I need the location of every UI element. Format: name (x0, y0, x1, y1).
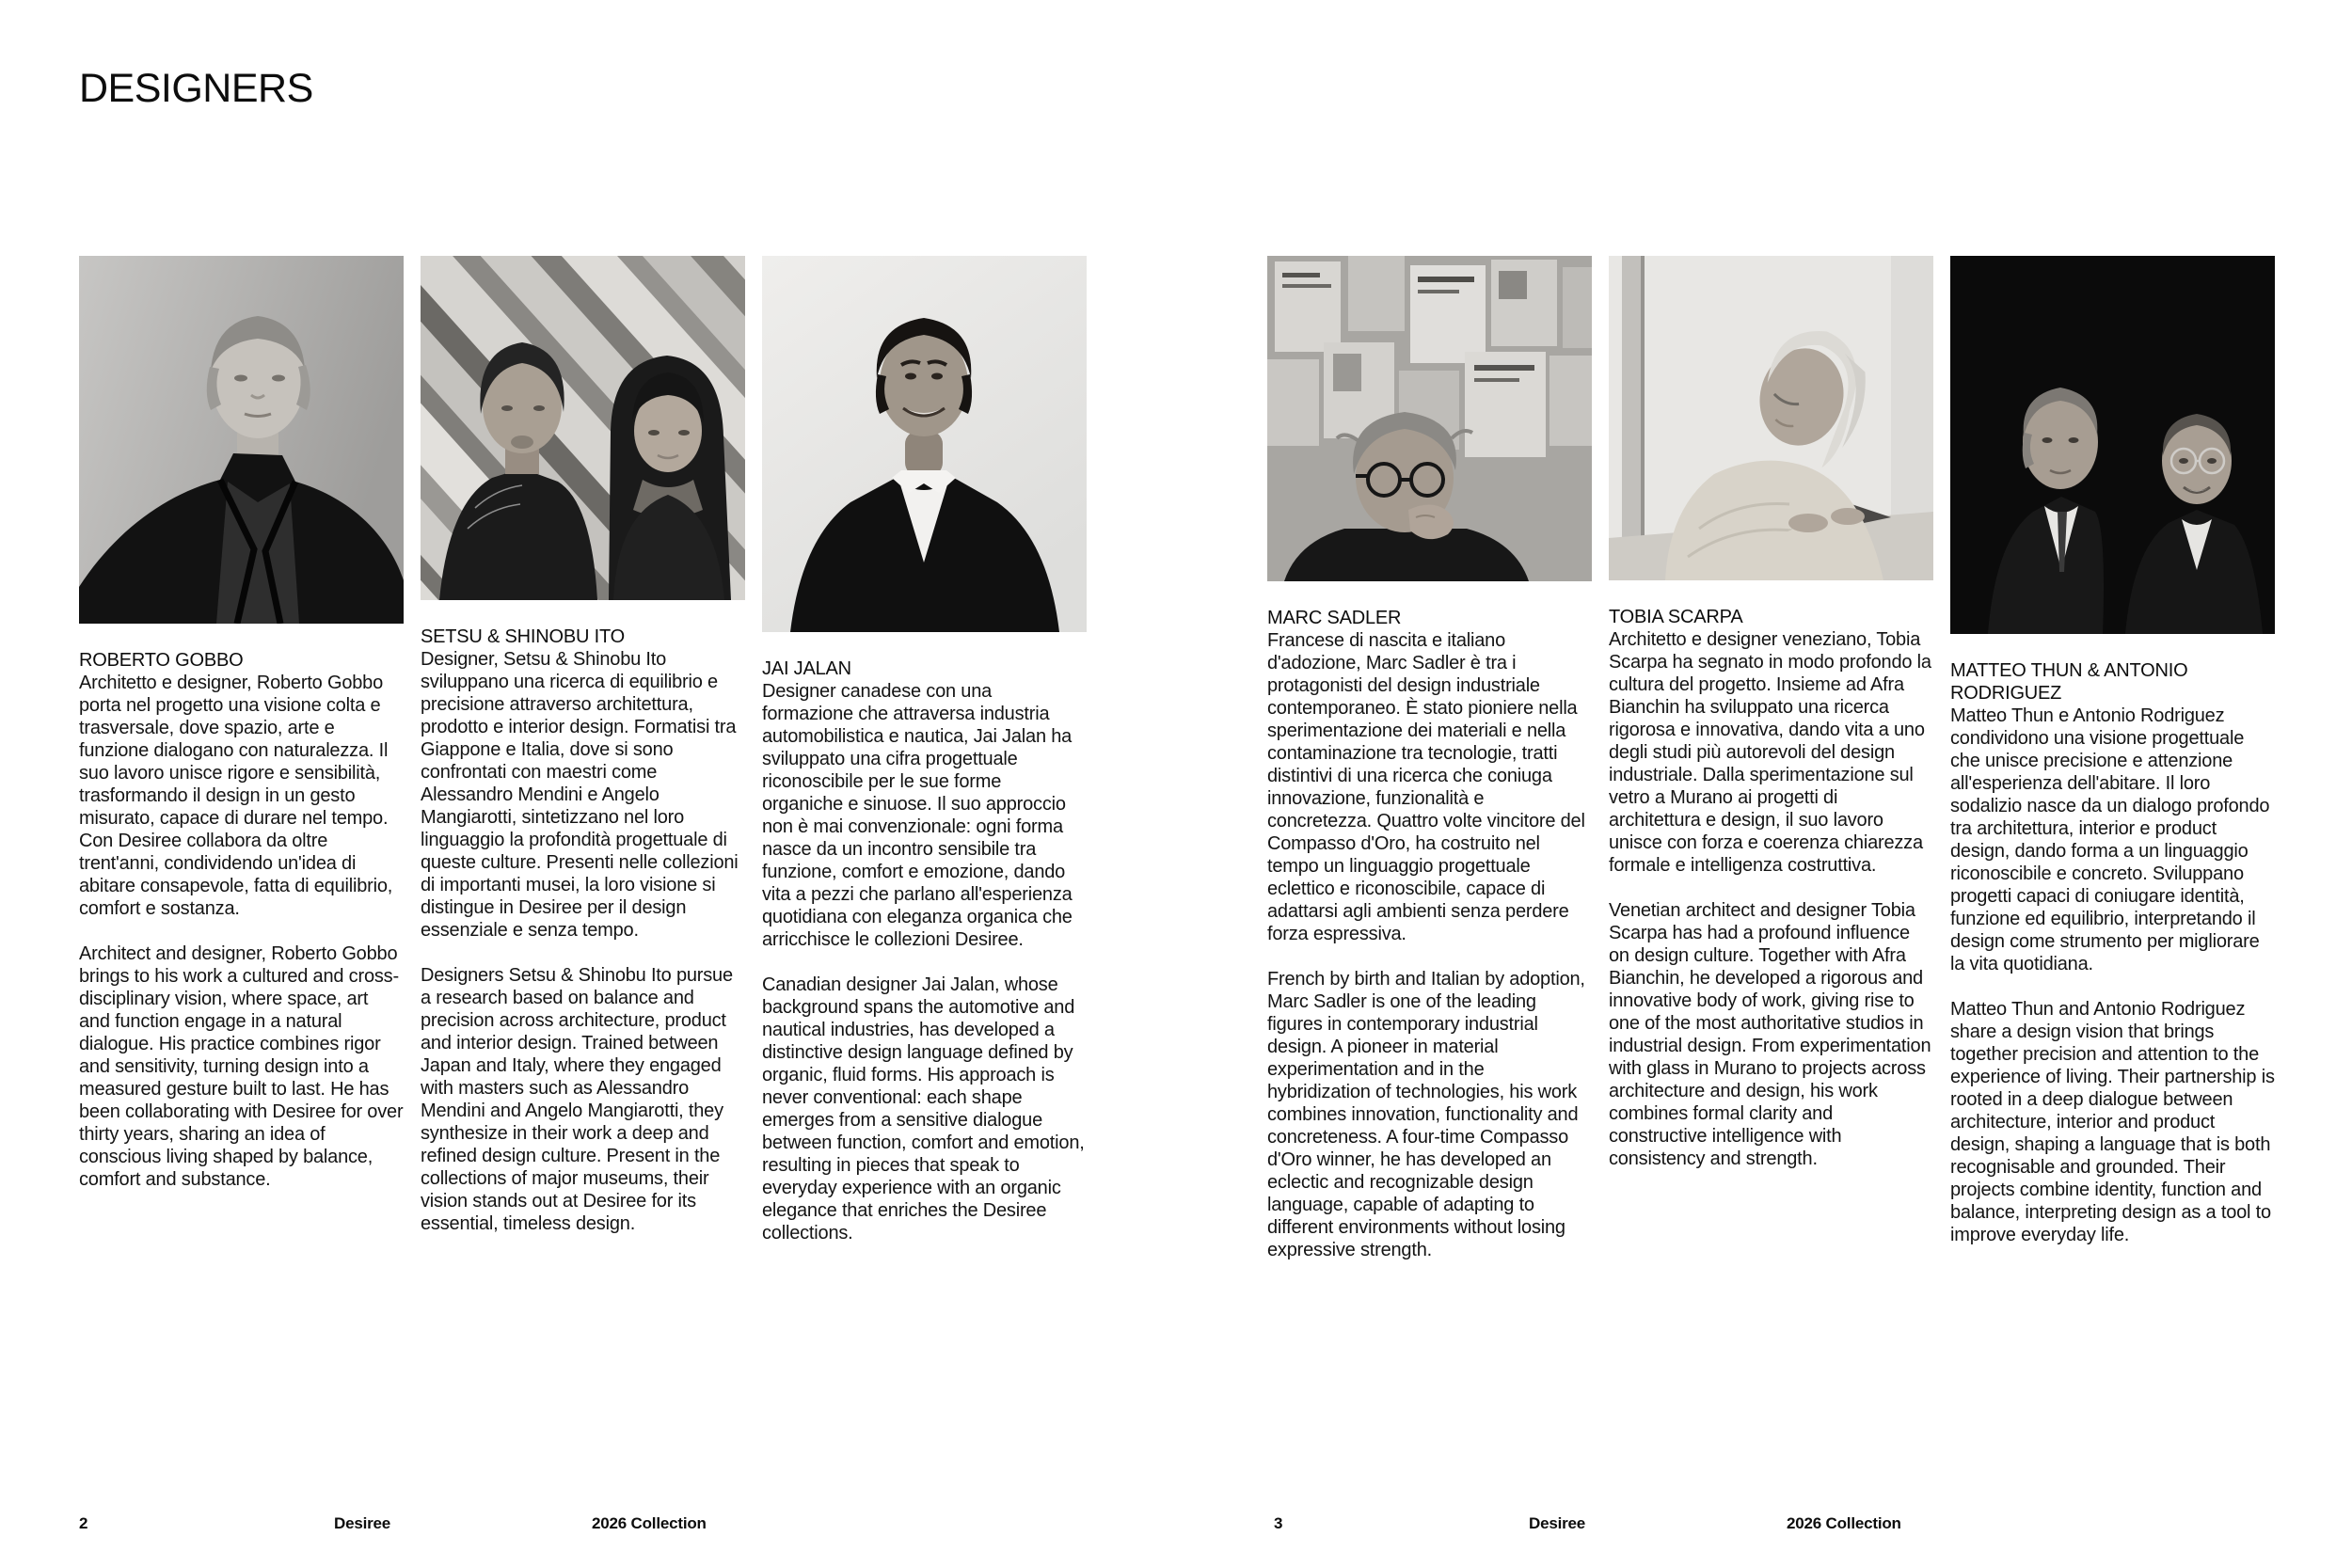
designer-name: ROBERTO GOBBO (79, 650, 244, 671)
bio-italian: Designer, Setsu & Shinobu Ito sviluppano una ricerca di equilibrio e precisione attraverso architettura, prodotto e interior design. Formatisi tra Giappone e Italia, dove si sono confrontati con maestri come Alessandro Mendini e Angelo Mangiarotti, sintetizzano nel loro linguaggio la profondità progettuale di queste culture. Presenti nelle collezioni di importanti musei, la loro visione si distingue in Desiree per il design essenziale e senza tempo. (421, 649, 739, 941)
photo-tobia-scarpa (1609, 256, 1933, 580)
bio-english: Matteo Thun and Antonio Rodriguez share a design vision that brings together precision and attention to the experience of living. Their partnership is rooted in a deep dialogue between architecture, interior and product design, shaping a language that is both recognisable and grounded. Their projects combine identity, function and balance, interpreting design as a tool to improve everyday life. (1950, 999, 2275, 1245)
bio-english: Canadian designer Jai Jalan, whose background spans the automotive and nautical industries, has developed a distinctive design language defined by organic, fluid forms. His approach is never conventional: each shape emerges from a sensitive dialogue between function, comfort and emotion, resulting in pieces that speak to everyday experience with an organic elegance that enriches the Desiree collections. (762, 974, 1085, 1243)
designer-name: TOBIA SCARPA (1609, 607, 1743, 627)
designer-name: MARC SADLER (1267, 608, 1402, 628)
photo-marc-sadler (1267, 256, 1592, 581)
designer-name: SETSU & SHINOBU ITO (421, 626, 625, 647)
bio-english: Architect and designer, Roberto Gobbo brings to his work a cultured and cross-disciplinary vision, where space, art and function engage in a natural dialogue. His practice combines rigor and sensitivity, turning design into a measured gesture built to last. He has been collaborating with Desiree for over thirty years, sharing an idea of conscious living shaped by balance, comfort and substance. (79, 943, 404, 1190)
designer-column-marc-sadler (1267, 256, 1592, 1261)
designer-column-matteo-thun-antonio-rodriguez (1950, 256, 2275, 1246)
designer-name: JAI JALAN (762, 658, 851, 679)
designer-column-setsu-shinobu-ito (421, 256, 745, 1235)
photo-jai-jalan (762, 256, 1087, 632)
bio-italian: Architetto e designer veneziano, Tobia Scarpa ha segnato in modo profondo la cultura del progetto. Insieme ad Afra Bianchin ha sviluppato una ricerca rigorosa e innovativa, dando vita a uno degli studi più autorevoli del design industriale. Dalla sperimentazione sul vetro a Murano ai progetti di architettura e design, il suo lavoro unisce con forza e coerenza chiarezza formale e intelligenza costruttiva. (1609, 629, 1931, 876)
page-number-right: 3 (1274, 1514, 1283, 1532)
bio-english: Designers Setsu & Shinobu Ito pursue a research based on balance and precision across architecture, product and interior design. Trained between Japan and Italy, where they engaged with masters such as Alessandro Mendini and Angelo Mangiarotti, they synthesize in their work a deep and refined design culture. Present in the collections of major museums, their vision stands out at Desiree for its essential, timeless design. (421, 965, 733, 1234)
bio-italian: Designer canadese con una formazione che attraversa industria automobilistica e nautica, Jai Jalan ha sviluppato una cifra progettuale riconoscibile per le sue forme organiche e sinuose. Il suo approccio non è mai convenzionale: ogni forma nasce da un incontro sensibile tra funzione, comfort e emozione, dando vita a pezzi che parlano all'esperienza quotidiana con eleganza organica che arricchisce le collezioni Desiree. (762, 681, 1073, 950)
page-number-left: 2 (79, 1514, 88, 1532)
brand-footer-left: Desiree (334, 1514, 391, 1532)
designer-name: MATTEO THUN & ANTONIO RODRIGUEZ (1950, 660, 2188, 704)
page-title: DESIGNERS (79, 66, 313, 111)
designer-column-tobia-scarpa (1609, 256, 1933, 1170)
bio-italian: Matteo Thun e Antonio Rodriguez condividono una visione progettuale che unisce precisione e attenzione all'esperienza dell'abitare. Il loro sodalizio nasce da un dialogo profondo tra architettura, interior e product design, dando forma a un linguaggio riconoscibile e concreto. Sviluppano progetti capaci di coniugare identità, funzione ed equilibrio, interpretando il design come strumento per migliorare la vita quotidiana. (1950, 705, 2270, 974)
bio-english: Venetian architect and designer Tobia Scarpa has had a profound influence on design culture. Together with Afra Bianchin, he developed a rigorous and innovative body of work, giving rise to one of the most authoritative studios in industrial design. From experimentation with glass in Murano to projects across architecture and design, his work combines formal clarity and constructive intelligence with consistency and strength. (1609, 900, 1931, 1169)
designer-column-roberto-gobbo (79, 256, 404, 1191)
bio-italian: Architetto e designer, Roberto Gobbo porta nel progetto una visione colta e trasversale, dove spazio, arte e funzione dialogano con naturalezza. Il suo lavoro unisce rigore e sensibilità, trasformando il design in un gesto misurato, capace di durare nel tempo. Con Desiree collabora da oltre trent'anni, condividendo un'idea di abitare consapevole, fatta di equilibrio, comfort e sostanza. (79, 673, 393, 919)
photo-roberto-gobbo (79, 256, 404, 624)
brand-footer-right: Desiree (1529, 1514, 1586, 1532)
photo-matteo-thun-antonio-rodriguez (1950, 256, 2275, 634)
collection-footer-left: 2026 Collection (592, 1514, 707, 1532)
designer-column-jai-jalan (762, 256, 1087, 1244)
collection-footer-right: 2026 Collection (1787, 1514, 1901, 1532)
bio-italian: Francese di nascita e italiano d'adozione, Marc Sadler è tra i protagonisti del design industriale contemporaneo. È stato pioniere nella sperimentazione dei materiali e nella contaminazione tra tecnologie, tratti distintivi di una ricerca che coniuga innovazione, funzionalità e concretezza. Quattro volte vincitore del Compasso d'Oro, ha costruito nel tempo un linguaggio progettuale eclettico e riconoscibile, capace di adattarsi agli ambienti senza perdere forza espressiva. (1267, 630, 1585, 944)
photo-setsu-shinobu-ito (421, 256, 745, 600)
bio-english: French by birth and Italian by adoption, Marc Sadler is one of the leading figures in contemporary industrial design. A pioneer in material experimentation and in the hybridization of technologies, his work combines innovation, functionality and concreteness. A four-time Compasso d'Oro winner, he has developed an eclectic and recognizable design language, capable of adapting to different environments without losing expressive strength. (1267, 969, 1585, 1260)
